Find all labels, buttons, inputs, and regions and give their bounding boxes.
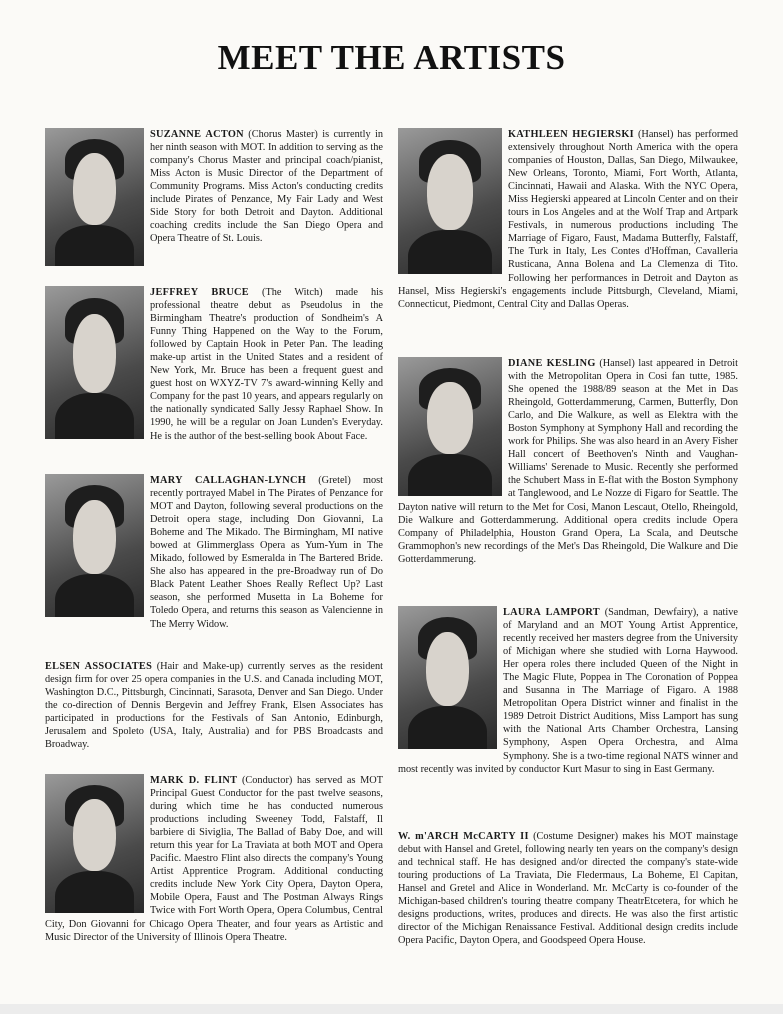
artist-name: DIANE KESLING xyxy=(508,358,596,369)
artist-name: MARY CALLAGHAN-LYNCH xyxy=(150,475,307,486)
photo-torso xyxy=(55,574,134,617)
artist-name: KATHLEEN HEGIERSKI xyxy=(508,129,634,140)
bio-body: (Hansel) last appeared in Detroit with the Metropolitan Opera in Cosi fan tutte, 1985. She opened the 1988/89 season at the Met in Das Rheingold, Gotterdammerung, Carmen, Butterfly, Don Carlo, and Die Walkure, as well as Elektra with the Boston Symphony at Symphony Hall and recording the work for Philips. She was also heard in an Avery Fisher Hall concert of Beethoven's Ninth and Vaughan-Williams' Serenade to Music. Recently she performed the Schubert Mass in E-flat with the Boston Symphony at Tanglewood, and Le Nozze di Figaro for Seattle. The Dayton native will return to the Met for Cosi, Manon Lescaut, Otello, Rheingold, Die Walkure and Gotterdammerung. Additional opera credits include Opera Company of Philadelphia, Houston Grand Opera, La Scala, and Deutsche Grammophon's new recordings of the Met's Das Rheingold, Die Walkure and Die Gotterdammerung. xyxy=(398,358,739,565)
portrait-laura-lamport xyxy=(398,606,497,749)
bio-kathleen-hegierski xyxy=(398,128,738,311)
photo-face xyxy=(73,314,117,394)
bio-elsen-associates xyxy=(45,660,383,751)
portrait-mary-callaghan-lynch xyxy=(45,474,144,617)
bio-suzanne-acton xyxy=(45,128,383,268)
portrait-kathleen-hegierski xyxy=(398,128,502,274)
bio-diane-kesling xyxy=(398,357,738,566)
photo-torso xyxy=(408,706,487,749)
photo-face xyxy=(427,382,473,454)
bio-text xyxy=(398,830,738,947)
photo-face xyxy=(426,632,470,706)
photo-torso xyxy=(408,454,491,496)
portrait-suzanne-acton xyxy=(45,128,144,266)
portrait-jeffrey-bruce xyxy=(45,286,144,439)
bio-body: (Hansel) has performed extensively throughout North America with the opera companies of Houston, Dallas, San Diego, Milwaukee, New Orleans, Toronto, Miami, Fort Worth, Atlanta, Cincinnati, Hawaii and Alaska. With the NYC Opera, Miss Hegierski appeared at Lincoln Center and on their tours in Los Angeles and at the Wolf Trap and Artpark Festivals, in numerous productions including The Marriage of Figaro, Faust, Madama Butterfly, Falstaff, The Turk in Italy, Les Contes d'Hoffman, Cavalleria Rusticana, Anna Bolena and La Clemenza di Tito. Following her performances in Detroit and Dayton as Hansel, Miss Hegierski's engagements include Pittsburgh, Cleveland, Miami, Connecticut, Piedmont, Central City and Dallas Operas. xyxy=(398,129,739,310)
bio-body: (Gretel) most recently portrayed Mabel in The Pirates of Penzance for MOT and Dayton, following several productions on the Detroit opera stage, including Don Giovanni, La Boheme and The Mikado. The Birmingham, MI native bowed at Glimmerglass Opera as Yum-Yum in The Mikado, followed by Esmeralda in The Bartered Bride. She also has appeared in the pre-Broadway run of Do Black Patent Leather Shoes Really Reflect Up? Last season, she performed Musetta in La Boheme for Toledo Opera, and returns this season as Valencienne in The Merry Widow. xyxy=(150,475,383,630)
bio-mark-d-flint xyxy=(45,774,383,944)
photo-face xyxy=(73,153,117,225)
bio-march-mccarty xyxy=(398,830,738,947)
photo-torso xyxy=(55,225,134,266)
photo-face xyxy=(427,154,473,230)
bio-text xyxy=(45,660,383,751)
page-title: MEET THE ARTISTS xyxy=(217,38,566,77)
page-bottom-edge xyxy=(0,1004,783,1014)
bio-body: (The Witch) made his professional theatre debut as Pseudolus in the Birmingham Theatre's production of Sondheim's A Funny Thing Happened on the Way to the Forum, followed by Captain Hook in Peter Pan. The leading make-up artist in the United States and a resident of New York, Mr. Bruce has been a frequent guest and guest host on WXYZ-TV 7's award-winning Kelly and Company for the past 10 years, and appears regularly on the nationally syndicated Sally Jessy Raphael Show. In 1990, he will be a regular on Joan Lunden's Everyday. He is the author of the best-selling book About Face. xyxy=(150,287,383,442)
photo-torso xyxy=(55,393,134,439)
bio-laura-lamport xyxy=(398,606,738,776)
bio-body: (Conductor) has served as MOT Principal Guest Conductor for the past twelve seasons, during which time he has conducted numerous productions including Sweeney Todd, Falstaff, Il barbiere di Siviglia, The Ballad of Baby Doe, and will return this year for La Traviata at both MOT and Opera Pacific. Maestro Flint also directs the company's Young Artist Apprentice Program. Additional conducting credits include New York City Opera, Dayton Opera, Mobile Opera, Faust and The Postman Always Rings Twice with Fort Worth Opera, Opera Columbus, Central City, Don Giovanni for Chicago Opera Theater, and four years as Artistic and Music Director of the University of Illinois Opera Theatre. xyxy=(45,775,383,943)
artist-name: LAURA LAMPORT xyxy=(503,607,600,618)
artist-name: MARK D. FLINT xyxy=(150,775,238,786)
artist-name: SUZANNE ACTON xyxy=(150,129,244,140)
artist-name: W. m'ARCH McCARTY II xyxy=(398,831,529,842)
artist-name: JEFFREY BRUCE xyxy=(150,287,249,298)
bio-body: (Costume Designer) makes his MOT mainstage debut with Hansel and Gretel, following nearly ten years on the company's design and technical staff. He has designed and/or directed the company's state-wide touring productions of La Traviata, Die Fledermaus, La Boheme, El Capitan, Hansel and Gretel and Alice in Wonderland. Mr. McCarty is co-founder of the Michigan-based children's touring theatre company TheatrEtcetera, for which he designs productions, writes, produces and directs. He was also the first artistic director of the Michigan Renaissance Festival. Additional design credits include Opera Pacific, Dayton Opera, and Goodspeed Opera House. xyxy=(398,831,738,947)
photo-torso xyxy=(408,230,491,274)
portrait-diane-kesling xyxy=(398,357,502,496)
photo-torso xyxy=(55,871,134,913)
bio-mary-callaghan-lynch xyxy=(45,474,383,631)
artist-name: ELSEN ASSOCIATES xyxy=(45,661,153,672)
bio-body: (Chorus Master) is currently in her ninth season with MOT. In addition to serving as the company's Chorus Master and principal coach/pianist, Miss Acton is Music Director of the Department of Community Programs. Miss Acton's conducting credits include Pirates of Penzance, My Fair Lady and West Side Story for both Detroit and Dayton. Additional coaching credits include the San Diego Opera and Opera Theatre of St. Louis. xyxy=(150,129,383,245)
bio-body: (Sandman, Dewfairy), a native of Maryland and an MOT Young Artist Apprentice, recently received her masters degree from the University of Michigan where she studied with Lorna Haywood. Her opera roles there included Queen of the Night in The Magic Flute, Poppea in The Coronation of Poppea and Susanna in The Marriage of Figaro. A 1988 Metropolitan Opera District winner and finalist in the 1989 Detroit District Auditions, Miss Lamport has sung with the National Arts Chamber Orchestra, Lansing Symphony, Aspen Opera Orchestra, and Alma Symphony. She is a two-time regional NATS winner and most recently was invited by conductor Kurt Masur to sing in East Germany. xyxy=(398,607,738,775)
photo-face xyxy=(73,799,117,871)
bio-jeffrey-bruce xyxy=(45,286,383,443)
bio-body: (Hair and Make-up) currently serves as the resident design firm for over 25 opera companies in the U.S. and Canada including MOT, Washington D.C., Pittsburgh, Cincinnati, Sarasota, Denver and San Diego. Under the co-direction of Dennis Bergevin and Jeffrey Frank, Elsen Associates has participated in productions for the Festivals of San Antonio, Edinburgh, Jerusalem and Spoleto (USA, Italy, Australia) and for PBS Broadcasts and Broadway. xyxy=(45,661,383,751)
photo-face xyxy=(73,500,117,574)
portrait-mark-d-flint xyxy=(45,774,144,913)
